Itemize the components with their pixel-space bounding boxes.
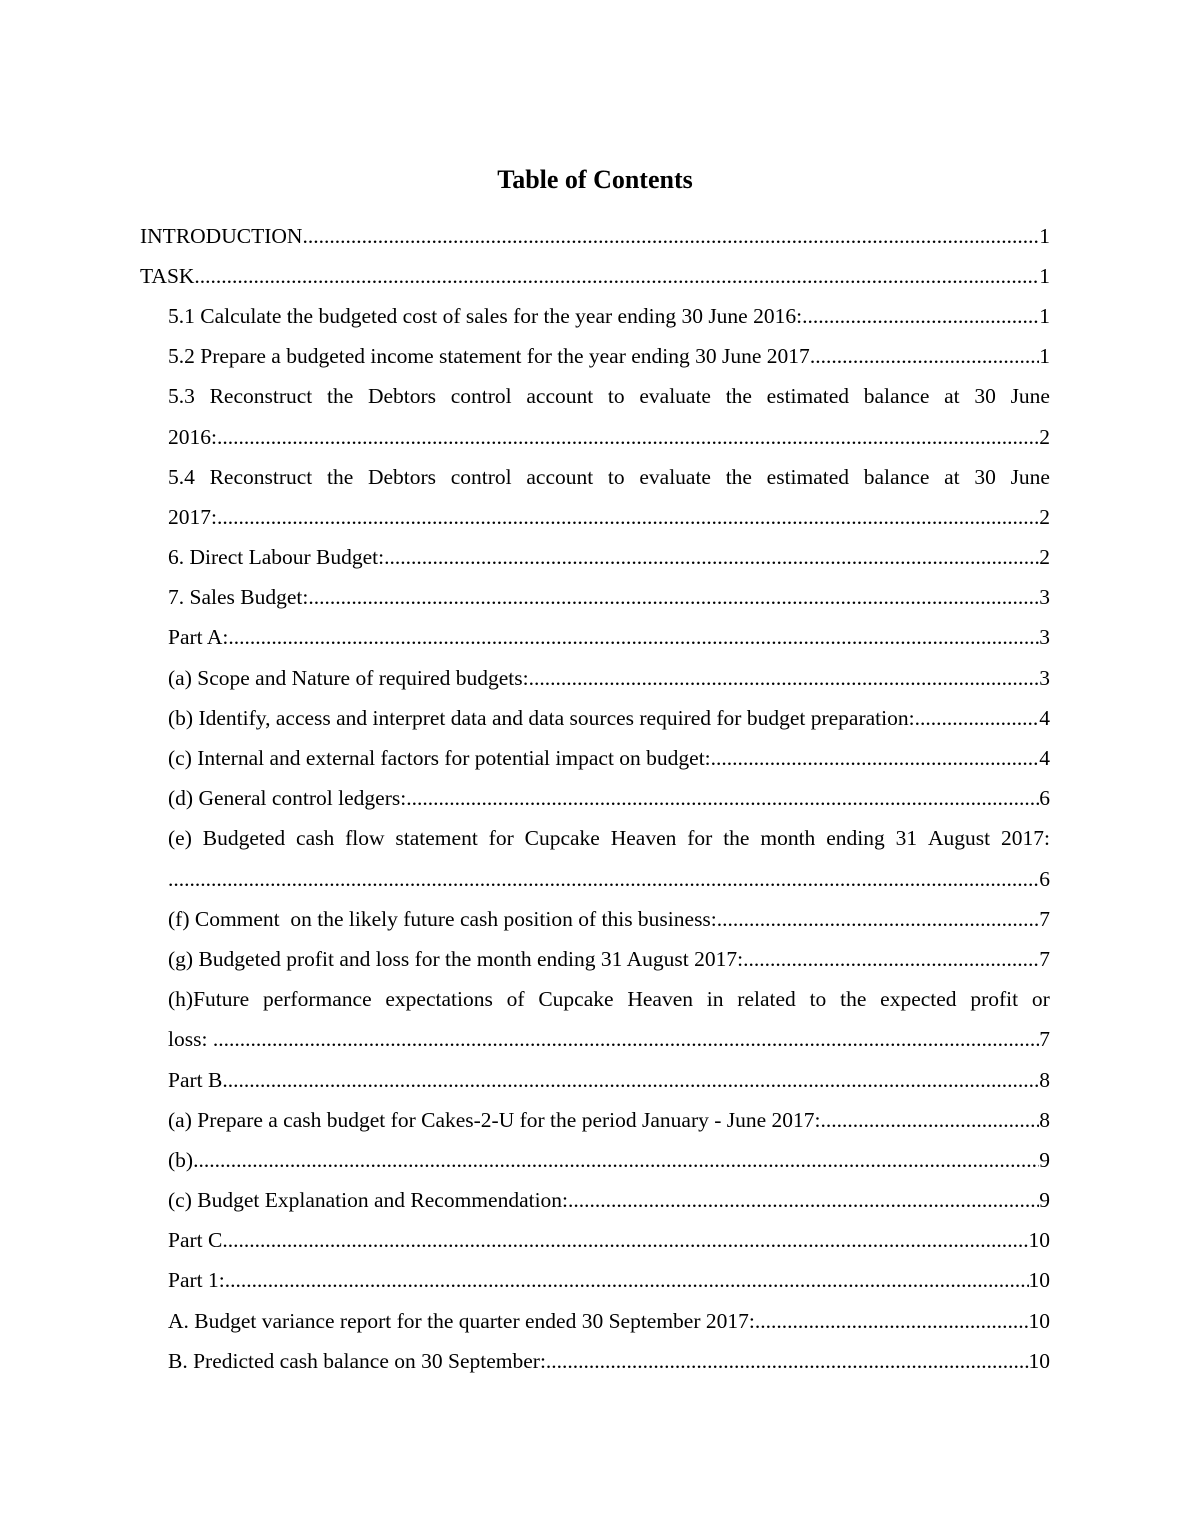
- toc-entry-page: 1: [1039, 263, 1050, 288]
- toc-entry-text: Part B: [168, 1067, 223, 1092]
- toc-word: control: [450, 464, 512, 489]
- toc-entry-f-comment[interactable]: [140, 899, 1050, 939]
- toc-title: Table of Contents: [497, 165, 693, 194]
- toc-leader-dots: [168, 867, 1039, 892]
- toc-word: month: [760, 826, 816, 851]
- toc-entry-text: 2017:: [168, 504, 217, 529]
- toc-word: flow: [345, 826, 385, 851]
- toc-entry-text: (a) Scope and Nature of required budgets:: [168, 665, 529, 690]
- toc-word: balance: [863, 464, 930, 489]
- toc-word: control: [450, 384, 512, 409]
- toc-entry-page: 3: [1039, 585, 1050, 610]
- toc-entry-text: Part C: [168, 1228, 223, 1253]
- toc-entry-text: (f) Comment on the likely future cash position of this business:: [168, 906, 717, 931]
- toc-entry-7[interactable]: [140, 578, 1050, 618]
- toc-word: or: [1031, 987, 1050, 1012]
- toc-entry-text: B. Predicted cash balance on 30 September:: [168, 1348, 546, 1373]
- toc-entry-6[interactable]: [140, 538, 1050, 578]
- toc-word: the: [723, 826, 750, 851]
- toc-entry-part-a[interactable]: [140, 618, 1050, 658]
- toc-entry-text: (c) Budget Explanation and Recommendation:: [168, 1188, 569, 1213]
- toc-leader-dots: [217, 505, 1039, 530]
- toc-word: statement: [395, 826, 478, 851]
- toc-entry-c-explanation[interactable]: [140, 1181, 1050, 1221]
- toc-entry-b[interactable]: [140, 1140, 1050, 1180]
- toc-entry-page: 10: [1028, 1268, 1050, 1293]
- toc-word: 31: [895, 826, 918, 851]
- toc-entry-text: (d) General control ledgers:: [168, 786, 407, 811]
- toc-word: related: [737, 987, 796, 1012]
- toc-word: profit: [970, 987, 1019, 1012]
- toc-entry-part-1[interactable]: [140, 1261, 1050, 1301]
- toc-word: Heaven: [610, 826, 677, 851]
- toc-entry-text: Part A:: [168, 625, 229, 650]
- toc-word: 30: [974, 384, 996, 409]
- toc-word: expectations: [385, 987, 493, 1012]
- toc-entry-page: 3: [1039, 625, 1050, 650]
- toc-entry-h-line1[interactable]: [140, 980, 1050, 1020]
- toc-entry-variance-report[interactable]: [140, 1301, 1050, 1341]
- toc-entry-5-3[interactable]: [140, 417, 1050, 457]
- toc-leader-dots: [308, 585, 1039, 610]
- toc-leader-dots: [810, 344, 1039, 369]
- toc-word: to: [809, 987, 827, 1012]
- toc-leader-dots: [193, 1148, 1039, 1173]
- toc-word: 5.3: [168, 384, 195, 409]
- toc-leader-dots: [222, 1068, 1039, 1093]
- toc-entry-cash-balance[interactable]: [140, 1341, 1050, 1381]
- toc-word: Cupcake: [524, 826, 600, 851]
- toc-entry-page: 2: [1039, 545, 1050, 570]
- toc-word: Debtors: [367, 464, 437, 489]
- toc-word: the: [840, 987, 867, 1012]
- toc-word: the: [326, 464, 354, 489]
- toc-leader-dots: [711, 746, 1040, 771]
- toc-entry-page: 7: [1039, 946, 1050, 971]
- toc-leader-dots: [194, 264, 1039, 289]
- toc-word: cash: [296, 826, 335, 851]
- toc-word: at: [944, 384, 960, 409]
- toc-entry-text: (c) Internal and external factors for potential impact on budget:: [168, 746, 711, 771]
- toc-word: estimated: [766, 384, 850, 409]
- toc-word: Reconstruct: [209, 384, 313, 409]
- toc-word: 2017:: [1000, 826, 1050, 851]
- toc-entry-text: (a) Prepare a cash budget for Cakes-2-U for the period January - June 2017:: [168, 1107, 821, 1132]
- toc-entry-page: 10: [1028, 1348, 1050, 1373]
- toc-entry-5-1[interactable]: [140, 296, 1050, 336]
- toc-entry-e-cash-flow[interactable]: [140, 859, 1050, 899]
- toc-entry-task[interactable]: [140, 256, 1050, 296]
- toc-entry-introduction[interactable]: [140, 216, 1050, 256]
- toc-entry-page: 8: [1039, 1067, 1050, 1092]
- toc-entry-page: 1: [1039, 344, 1050, 369]
- toc-word: (h)Future: [168, 987, 250, 1012]
- toc-leader-dots: [406, 786, 1039, 811]
- toc-word: to: [607, 384, 625, 409]
- toc-entry-text: 5.2 Prepare a budgeted income statement for the year ending 30 June 2017: [168, 344, 810, 369]
- toc-word: Reconstruct: [209, 464, 313, 489]
- toc-entry-h-future[interactable]: [140, 1020, 1050, 1060]
- toc-entry-text: 7. Sales Budget:: [168, 585, 309, 610]
- toc-word: 30: [974, 464, 996, 489]
- toc-entry-page: 6: [1039, 866, 1050, 891]
- toc-leader-dots: [568, 1188, 1039, 1213]
- toc-entry-page: 7: [1039, 906, 1050, 931]
- toc-leader-dots: [915, 706, 1040, 731]
- toc-entry-b-identify[interactable]: [140, 698, 1050, 738]
- toc-entry-g-profit-loss[interactable]: [140, 939, 1050, 979]
- toc-entry-a-scope[interactable]: [140, 658, 1050, 698]
- toc-entry-5-3-line1[interactable]: [140, 377, 1050, 417]
- toc-word: Budgeted: [202, 826, 286, 851]
- toc-list: [140, 216, 1050, 1381]
- toc-word: account: [526, 384, 594, 409]
- toc-entry-page: 10: [1028, 1308, 1050, 1333]
- toc-word: the: [326, 384, 354, 409]
- toc-leader-dots: [225, 1268, 1029, 1293]
- toc-entry-text: (b): [168, 1147, 194, 1172]
- toc-leader-dots: [821, 1108, 1040, 1133]
- toc-leader-dots: [743, 947, 1039, 972]
- toc-entry-5-2[interactable]: [140, 337, 1050, 377]
- toc-entry-text: 2016:: [168, 424, 217, 449]
- toc-entry-page: 9: [1039, 1188, 1050, 1213]
- toc-entry-5-4-line1[interactable]: [140, 457, 1050, 497]
- toc-word: expected: [880, 987, 957, 1012]
- toc-word: evaluate: [639, 384, 711, 409]
- toc-entry-text-line1: [168, 384, 1050, 409]
- toc-word: Heaven: [627, 987, 693, 1012]
- toc-entry-part-c[interactable]: [140, 1221, 1050, 1261]
- toc-entry-page: 6: [1039, 786, 1050, 811]
- toc-word: at: [944, 464, 960, 489]
- toc-entry-page: 7: [1039, 1027, 1050, 1052]
- toc-entry-text: (b) Identify, access and interpret data and data sources required for budget preparation:: [168, 705, 915, 730]
- toc-entry-text: TASK: [140, 263, 195, 288]
- toc-word: Debtors: [367, 384, 437, 409]
- toc-entry-text: Part 1:: [168, 1268, 225, 1293]
- toc-word: in: [706, 987, 724, 1012]
- toc-leader-dots: [213, 1027, 1039, 1052]
- toc-leader-dots: [302, 224, 1039, 249]
- toc-entry-text-line1: [168, 987, 1050, 1012]
- toc-entry-page: 1: [1039, 223, 1050, 248]
- toc-entry-d-ledgers[interactable]: [140, 779, 1050, 819]
- toc-entry-page: 2: [1039, 424, 1050, 449]
- toc-entry-text-line1: [168, 826, 1050, 851]
- toc-word: (e): [168, 826, 192, 851]
- toc-word: June: [1010, 384, 1050, 409]
- toc-word: evaluate: [639, 464, 711, 489]
- toc-entry-page: 10: [1028, 1228, 1050, 1253]
- toc-entry-page: 4: [1039, 746, 1050, 771]
- toc-word: balance: [863, 384, 930, 409]
- toc-word: 5.4: [168, 464, 195, 489]
- toc-leader-dots: [228, 625, 1039, 650]
- toc-entry-page: 1: [1039, 303, 1050, 328]
- toc-word: estimated: [766, 464, 850, 489]
- toc-entry-text: (g) Budgeted profit and loss for the month ending 31 August 2017:: [168, 946, 744, 971]
- toc-word: August: [927, 826, 991, 851]
- toc-word: the: [725, 464, 752, 489]
- toc-entry-a-cash-budget[interactable]: [140, 1100, 1050, 1140]
- toc-word: to: [607, 464, 625, 489]
- toc-entry-page: 2: [1039, 504, 1050, 529]
- toc-entry-page: 8: [1039, 1107, 1050, 1132]
- toc-leader-dots: [529, 666, 1040, 691]
- toc-word: June: [1010, 464, 1050, 489]
- toc-entry-text: 6. Direct Labour Budget:: [168, 545, 385, 570]
- toc-word: of: [506, 987, 525, 1012]
- toc-entry-page: 3: [1039, 665, 1050, 690]
- toc-leader-dots: [802, 304, 1039, 329]
- toc-leader-dots: [217, 425, 1039, 450]
- toc-word: performance: [262, 987, 372, 1012]
- toc-word: Cupcake: [538, 987, 614, 1012]
- toc-word: for: [488, 826, 514, 851]
- toc-entry-5-4[interactable]: [140, 497, 1050, 537]
- toc-entry-c-factors[interactable]: [140, 738, 1050, 778]
- toc-word: for: [687, 826, 713, 851]
- toc-word: the: [725, 384, 752, 409]
- toc-word: account: [526, 464, 594, 489]
- toc-entry-e-line1[interactable]: [140, 819, 1050, 859]
- toc-leader-dots: [384, 545, 1039, 570]
- toc-entry-page: 9: [1039, 1147, 1050, 1172]
- toc-entry-text: loss:: [168, 1027, 213, 1052]
- toc-leader-dots: [755, 1309, 1029, 1334]
- toc-entry-text: A. Budget variance report for the quarter ended 30 September 2017:: [168, 1308, 755, 1333]
- toc-entry-part-b[interactable]: [140, 1060, 1050, 1100]
- toc-entry-text-line1: [168, 465, 1050, 490]
- toc-entry-page: 4: [1039, 705, 1050, 730]
- toc-leader-dots: [717, 907, 1039, 932]
- toc-leader-dots: [546, 1349, 1029, 1374]
- toc-leader-dots: [222, 1228, 1028, 1253]
- toc-entry-text: 5.1 Calculate the budgeted cost of sales for the year ending 30 June 2016:: [168, 303, 803, 328]
- toc-entry-text: INTRODUCTION: [140, 223, 303, 248]
- toc-word: ending: [826, 826, 885, 851]
